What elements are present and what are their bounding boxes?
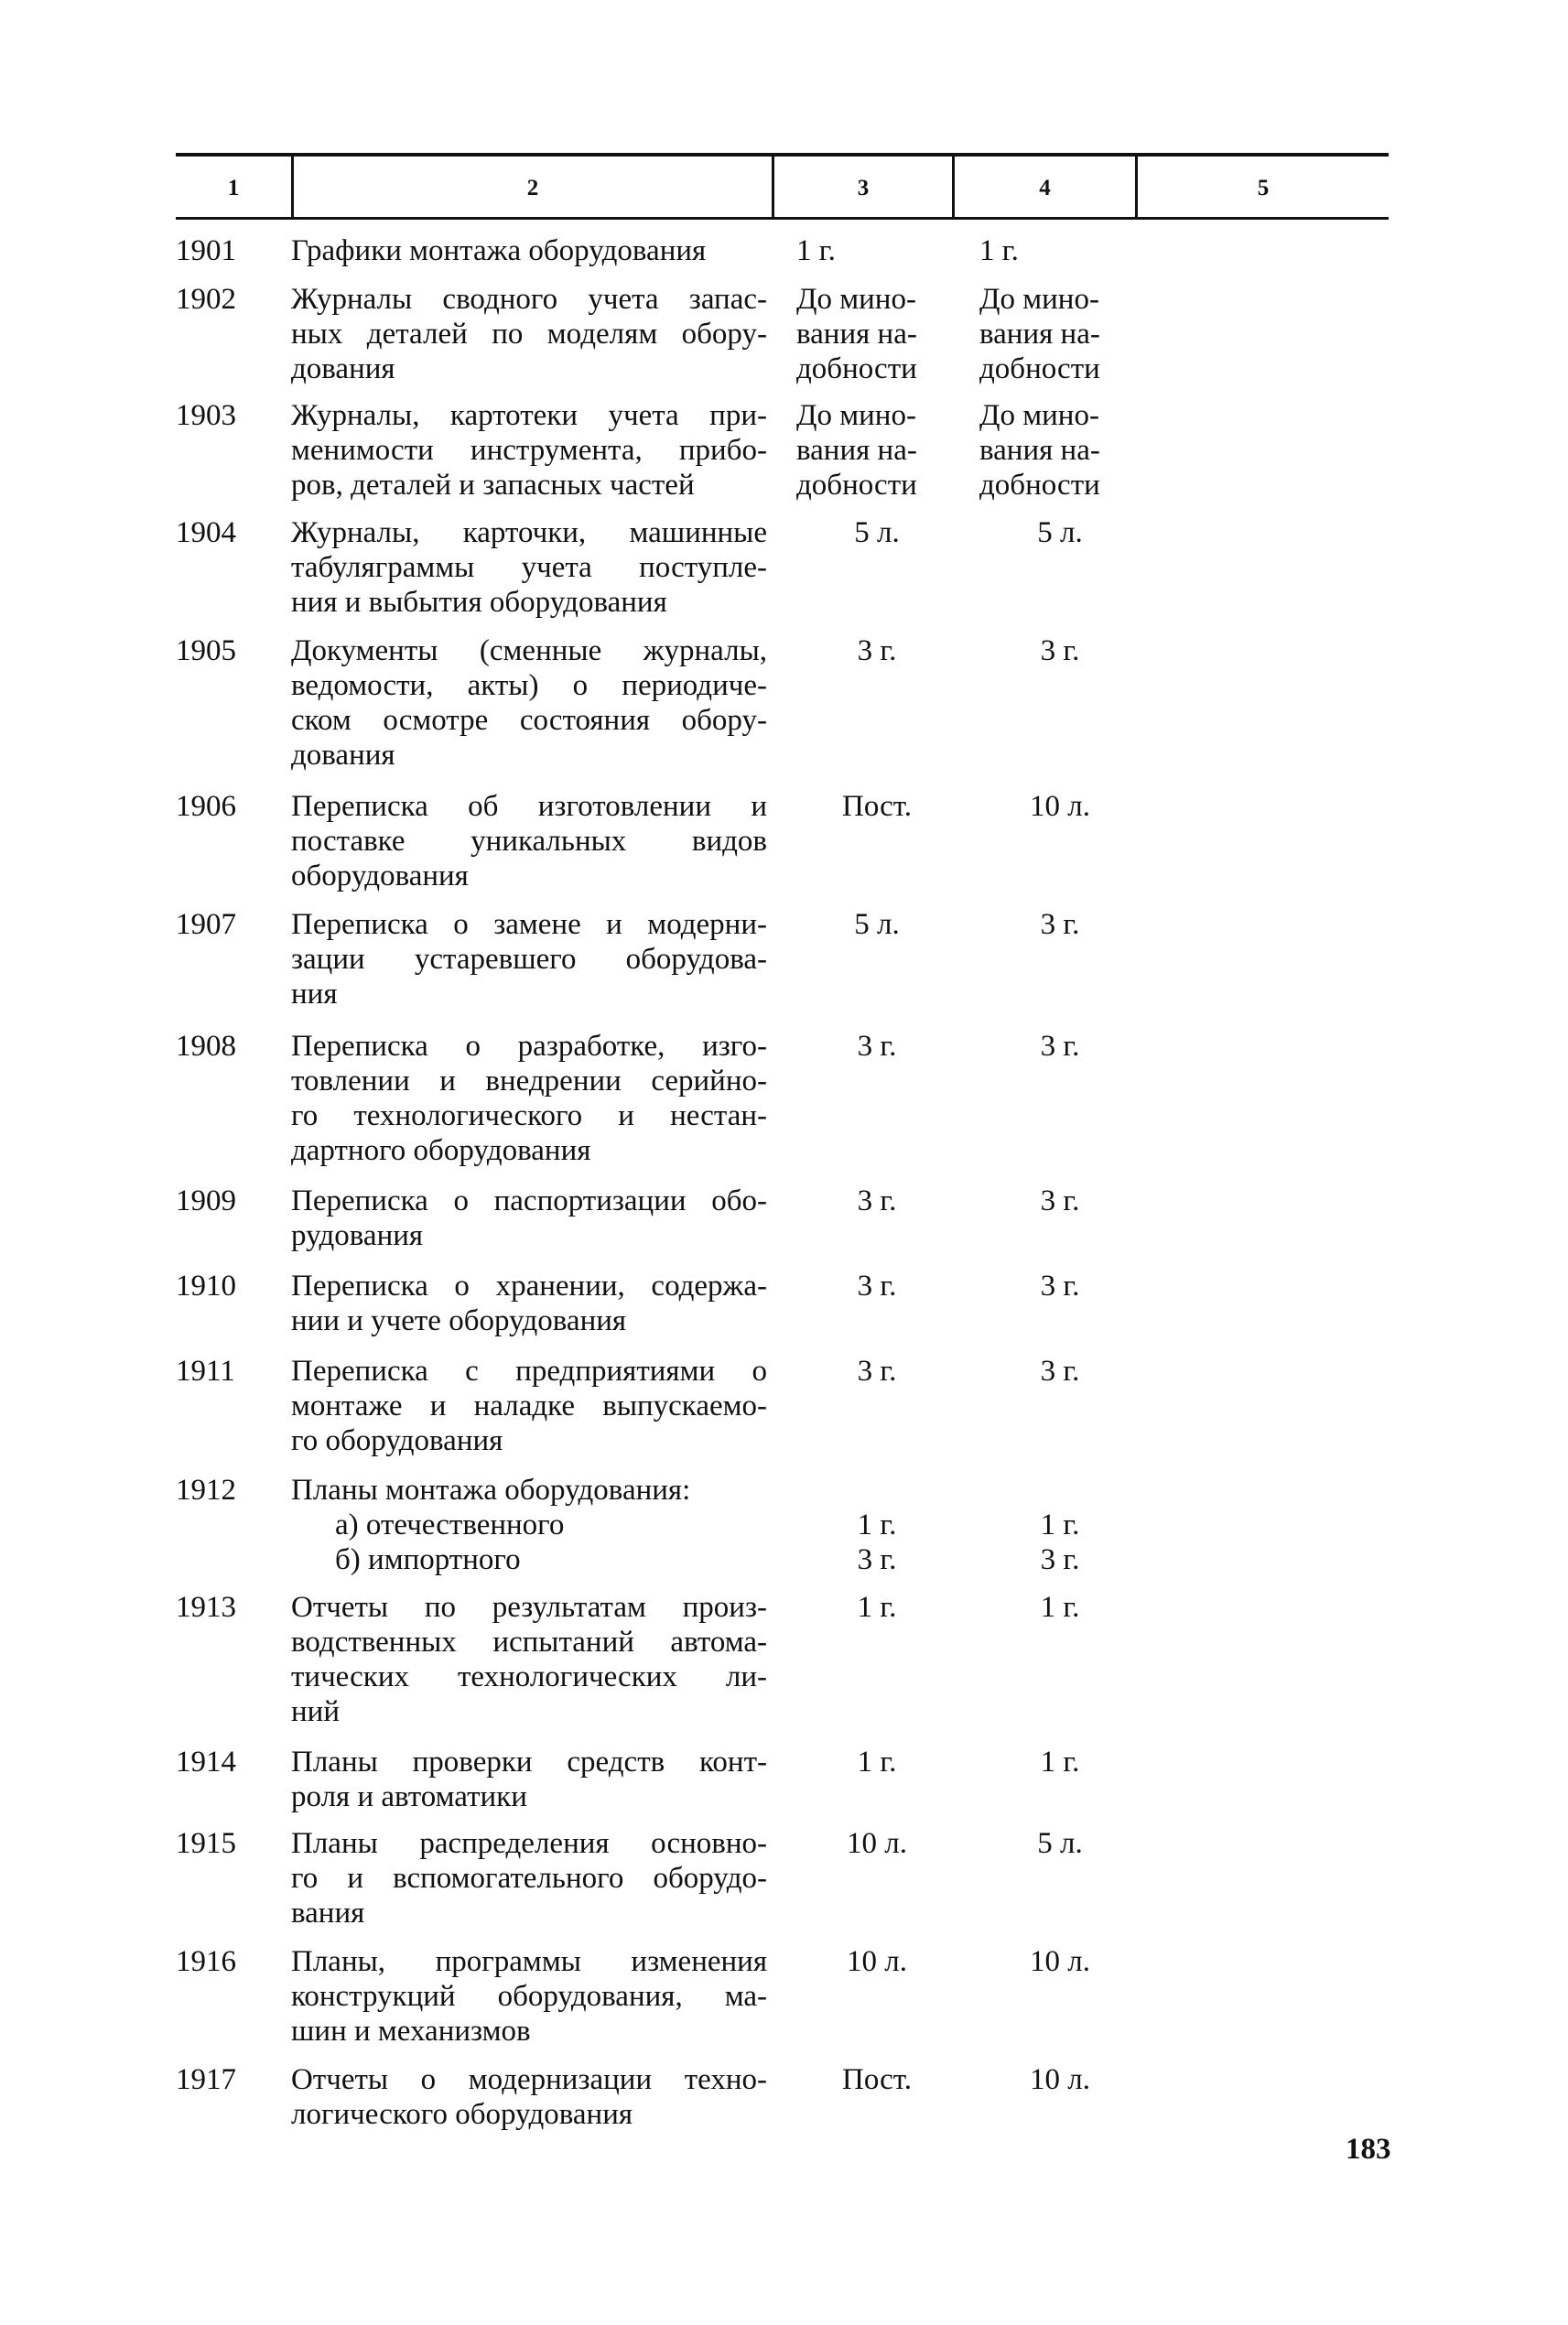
term-line: 3 г. [1040, 634, 1080, 667]
term-line: 3 г. [1040, 1543, 1080, 1576]
description-line: конструкций оборудования, ма- [291, 1980, 767, 2013]
storage-term-col3 [785, 2062, 968, 2097]
term-line: 5 л. [1037, 1827, 1083, 1860]
term-line: вания на- [979, 434, 1100, 467]
row-number: 1905 [176, 634, 236, 667]
description-line: вания [291, 1897, 365, 1930]
term-line: добности [796, 352, 917, 385]
description-line: поставке уникальных видов [291, 825, 767, 858]
row-description [291, 2062, 767, 2132]
row-number: 1906 [176, 790, 236, 823]
description-line: логического оборудования [291, 2098, 633, 2131]
header-col-1: 1 [227, 176, 240, 200]
row-number: 1917 [176, 2063, 236, 2096]
description-line: Отчеты о модернизации техно- [291, 2063, 767, 2096]
row-number: 1915 [176, 1827, 236, 1860]
description-line: ния [291, 978, 338, 1011]
row-number: 1904 [176, 516, 236, 549]
term-line: вания на- [796, 434, 917, 467]
row-description [291, 515, 767, 620]
description-line: Документы (сменные журналы, [291, 634, 767, 667]
row-description [291, 398, 767, 503]
term-line: 3 г. [1040, 1355, 1080, 1388]
term-line: 10 л. [1030, 1945, 1090, 1978]
storage-term-col3 [785, 515, 968, 550]
header-bottom-rule [176, 217, 1389, 220]
storage-term-col3 [796, 398, 979, 503]
description-line: ведомости, акты) о периодиче- [291, 669, 767, 702]
row-number: 1914 [176, 1746, 236, 1779]
storage-term-col4 [968, 1944, 1152, 1979]
description-line: зации устаревшего оборудова- [291, 943, 767, 976]
term-line: вания на- [796, 318, 917, 351]
storage-term-col3 [785, 1826, 968, 1861]
sub-items [291, 1508, 767, 1577]
description-line: дования [291, 352, 395, 385]
description-line: го оборудования [291, 1424, 503, 1457]
description-line: шин и механизмов [291, 2015, 531, 2048]
storage-term-col3 [785, 907, 968, 942]
term-line: 3 г. [1040, 1184, 1080, 1217]
sub-item: а) отечественного [335, 1509, 565, 1541]
term-line: 1 г. [857, 1591, 897, 1624]
description-line: менимости инструмента, прибо- [291, 434, 767, 467]
row-number: 1902 [176, 283, 236, 316]
term-line: 3 г. [857, 1184, 897, 1217]
term-line: 3 г. [1040, 908, 1080, 941]
description-line: роля и автоматики [291, 1780, 527, 1813]
description-line: тических технологических ли- [291, 1660, 767, 1693]
row-description [291, 633, 767, 773]
term-line: 3 г. [857, 1270, 897, 1303]
description-line: Переписка о хранении, содержа- [291, 1270, 767, 1303]
term-line: 1 г. [857, 1509, 897, 1541]
description-line: дартного оборудования [291, 1134, 591, 1167]
storage-term-col3 [785, 1269, 968, 1303]
header-col-5: 5 [1257, 176, 1270, 200]
storage-term-col3 [785, 1029, 968, 1064]
storage-term-col3 [785, 1184, 968, 1218]
term-line: вания на- [979, 318, 1100, 351]
description-line: Переписка о замене и модерни- [291, 908, 767, 941]
description-line: оборудования [291, 860, 469, 892]
description-line: товлении и внедрении серийно- [291, 1065, 767, 1098]
storage-term-col4 [968, 1473, 1152, 1577]
term-line: До мино- [796, 399, 916, 432]
description-line: табуляграммы учета поступле- [291, 551, 767, 584]
storage-term-col3 [796, 282, 979, 386]
row-description [291, 1826, 767, 1930]
term-line: 3 г. [1040, 1270, 1080, 1303]
row-number: 1910 [176, 1270, 236, 1303]
term-line: 1 г. [1040, 1591, 1080, 1624]
description-line: Планы проверки средств конт- [291, 1746, 767, 1779]
storage-term-col4 [968, 1745, 1152, 1779]
description-line: Журналы сводного учета запас- [291, 283, 767, 316]
description-line: Графики монтажа оборудования [291, 234, 707, 267]
description-line: го технологического и нестан- [291, 1099, 767, 1132]
header-col-2: 2 [526, 176, 539, 200]
storage-term-col3 [785, 789, 968, 824]
row-description [291, 233, 767, 268]
description-line: ния и выбытия оборудования [291, 586, 667, 619]
description-line: ных деталей по моделям обору- [291, 318, 767, 351]
description-line: Планы, программы изменения [291, 1945, 767, 1978]
term-line [968, 1473, 1152, 1508]
term-line: 3 г. [857, 634, 897, 667]
row-number: 1908 [176, 1030, 236, 1063]
page-number: 183 [1346, 2133, 1391, 2166]
storage-term-col3 [785, 1944, 968, 1979]
storage-term-col4 [979, 233, 1162, 268]
storage-term-col4 [968, 907, 1152, 942]
row-description [291, 1745, 767, 1814]
row-number: 1911 [176, 1355, 235, 1388]
term-line: 1 г. [1040, 1746, 1080, 1779]
description-line: Переписка о разработке, изго- [291, 1030, 767, 1063]
term-line: 10 л. [847, 1827, 907, 1860]
description-line: нии и учете оборудования [291, 1304, 627, 1337]
row-number: 1903 [176, 399, 236, 432]
description-line: Переписка об изготовлении и [291, 790, 767, 823]
description-line: Журналы, карточки, машинные [291, 516, 767, 549]
storage-term-col4 [968, 1184, 1152, 1218]
term-line: 5 л. [1037, 516, 1083, 549]
description-line: Отчеты по результатам произ- [291, 1591, 767, 1624]
term-line: 1 г. [857, 1746, 897, 1779]
storage-term-col4 [968, 633, 1152, 668]
term-line: 3 г. [857, 1355, 897, 1388]
storage-term-col4 [968, 2062, 1152, 2097]
row-description [291, 1354, 767, 1458]
storage-term-col3 [785, 1590, 968, 1625]
row-description [291, 1029, 767, 1168]
row-number: 1912 [176, 1474, 236, 1507]
storage-term-col3 [785, 1354, 968, 1389]
row-description [291, 1184, 767, 1253]
storage-term-col3 [785, 1745, 968, 1779]
description-line: Планы монтажа оборудования: [291, 1474, 691, 1507]
storage-term-col4 [968, 515, 1152, 550]
description-line: водственных испытаний автома- [291, 1626, 767, 1659]
header-col-3: 3 [857, 176, 870, 200]
row-description [291, 282, 767, 386]
term-line: 5 л. [854, 908, 900, 941]
term-line: добности [979, 469, 1100, 502]
row-description [291, 1590, 767, 1729]
description-line: дования [291, 739, 395, 772]
description-line: монтаже и наладке выпускаемо- [291, 1390, 767, 1422]
term-line: добности [979, 352, 1100, 385]
row-description [291, 789, 767, 893]
row-number: 1907 [176, 908, 236, 941]
description-line: Планы распределения основно- [291, 1827, 767, 1860]
description-line: Переписка о паспортизации обо- [291, 1184, 767, 1217]
description-line: Переписка с предприятиями о [291, 1355, 767, 1388]
row-number: 1909 [176, 1184, 236, 1217]
storage-term-col4 [968, 1269, 1152, 1303]
term-line [785, 1473, 968, 1508]
description-line: рудования [291, 1219, 424, 1252]
sub-item: б) импортного [335, 1543, 521, 1576]
header-top-rule [176, 153, 1389, 157]
row-description [291, 1473, 767, 1577]
storage-term-col4 [968, 1590, 1152, 1625]
storage-term-col3 [796, 233, 979, 268]
term-line: 10 л. [1030, 2063, 1090, 2096]
term-line: 3 г. [857, 1543, 897, 1576]
header-col-4: 4 [1039, 176, 1051, 200]
term-line: 10 л. [1030, 790, 1090, 823]
storage-term-col4 [979, 282, 1162, 386]
term-line: 1 г. [1040, 1509, 1080, 1541]
term-line: Пост. [842, 790, 912, 823]
row-description [291, 907, 767, 1011]
term-line: 3 г. [857, 1030, 897, 1063]
term-line: До мино- [979, 399, 1099, 432]
description-line: ров, деталей и запасных частей [291, 469, 695, 502]
term-line: Пост. [842, 2063, 912, 2096]
term-line: 3 г. [1040, 1030, 1080, 1063]
term-line: добности [796, 469, 917, 502]
term-line: 1 г. [979, 234, 1019, 267]
storage-term-col4 [979, 398, 1162, 503]
description-line: Журналы, картотеки учета при- [291, 399, 767, 432]
storage-term-col4 [968, 789, 1152, 824]
storage-term-col4 [968, 1826, 1152, 1861]
term-line: До мино- [979, 283, 1099, 316]
storage-term-col3 [785, 1473, 968, 1577]
term-line: 1 г. [796, 234, 836, 267]
row-description [291, 1944, 767, 2049]
row-number: 1913 [176, 1591, 236, 1624]
description-line: ний [291, 1695, 340, 1728]
storage-term-col3 [785, 633, 968, 668]
row-number: 1901 [176, 234, 236, 267]
description-line: ском осмотре состояния обору- [291, 704, 767, 737]
storage-term-col4 [968, 1029, 1152, 1064]
term-line: 5 л. [854, 516, 900, 549]
term-line: До мино- [796, 283, 916, 316]
row-number: 1916 [176, 1945, 236, 1978]
row-description [291, 1269, 767, 1338]
term-line: 10 л. [847, 1945, 907, 1978]
description-line: го и вспомогательного оборудо- [291, 1862, 767, 1895]
storage-term-col4 [968, 1354, 1152, 1389]
